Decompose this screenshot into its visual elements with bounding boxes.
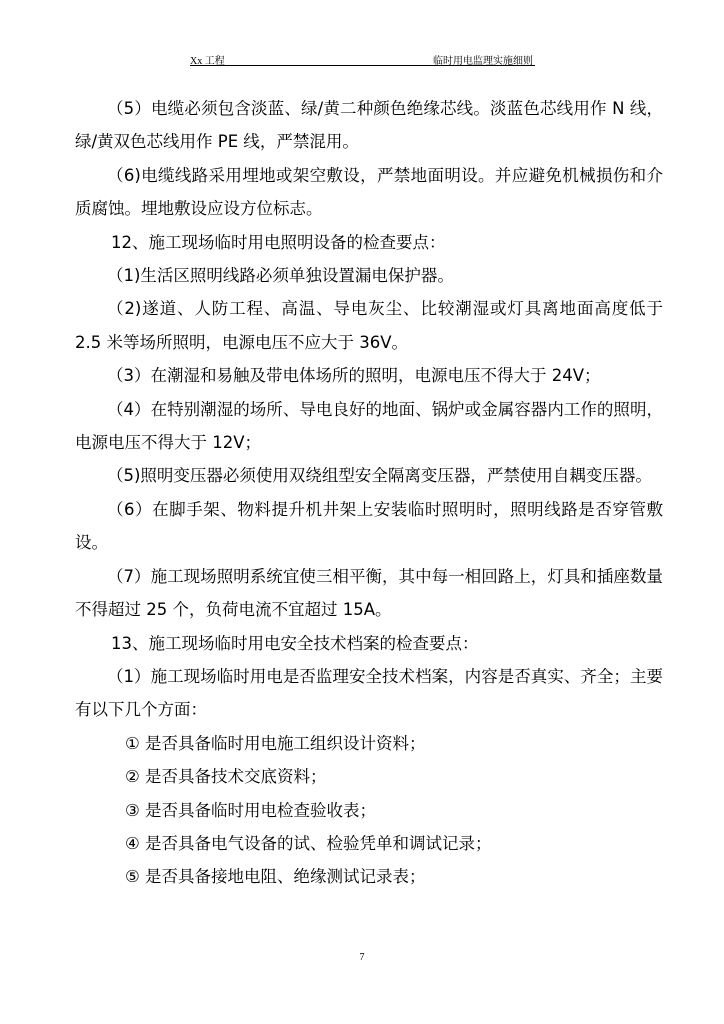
page-number: 7 — [359, 952, 365, 963]
list-item: ④ 是否具备电气设备的试、检验凭单和调试记录； — [125, 833, 492, 853]
section-heading: 13、施工现场临时用电安全技术档案的检查要点： — [111, 633, 479, 653]
paragraph: （4）在特别潮湿的场所、导电良好的地面、锅炉或金属容器内工作的照明，电源电压不得大于 12V； — [75, 399, 663, 453]
page-header — [190, 52, 535, 66]
list-item: ⑤ 是否具备接地电阻、绝缘测试记录表； — [125, 867, 426, 887]
paragraph: （2)遂道、人防工程、高温、导电灰尘、比较潮湿或灯具离地面高度低于 2.5 米等场所照明，电源电压不应大于 36V。 — [75, 299, 663, 352]
list-item: ③ 是否具备临时用电检查验收表； — [125, 800, 377, 820]
paragraph: （1)生活区照明线路必须单独设置漏电保护器。 — [107, 266, 454, 286]
list-item: ① 是否具备临时用电施工组织设计资料； — [125, 733, 426, 753]
paragraph: （7）施工现场照明系统宜使三相平衡，其中每一相回路上，灯具和插座数量不得超过 25 个，负荷电流不宜超过 15A。 — [75, 566, 663, 620]
paragraph: （3）在潮湿和易触及带电体场所的照明，电源电压不得大于 24V； — [107, 366, 601, 386]
list-item: ② 是否具备技术交底资料； — [125, 767, 327, 787]
paragraph: （6)电缆线路采用埋地或架空敷设，严禁地面明设。并应避免机械损伤和介质腐蚀。埋地敷设应设方位标志。 — [75, 165, 663, 219]
document-body — [75, 92, 663, 894]
paragraph: （5)照明变压器必须使用双绕组型安全隔离变压器，严禁使用自耦变压器。 — [107, 466, 652, 486]
paragraph: （6）在脚手架、物料提升机井架上安装临时照明时，照明线路是否穿管敷设。 — [75, 499, 663, 553]
header-doc-title: 临时用电监理实施细则 — [433, 56, 533, 67]
header-project: Xx 工程 — [190, 56, 225, 67]
section-heading: 12、施工现场临时用电照明设备的检查要点： — [111, 232, 446, 252]
paragraph: （5）电缆必须包含淡蓝、绿/黄二种颜色绝缘芯线。淡蓝色芯线用作 N 线，绿/黄双色芯线用作 PE 线，严禁混用。 — [75, 99, 663, 152]
paragraph: （1）施工现场临时用电是否监理安全技术档案，内容是否真实、齐全；主要有以下几个方面： — [75, 666, 663, 720]
